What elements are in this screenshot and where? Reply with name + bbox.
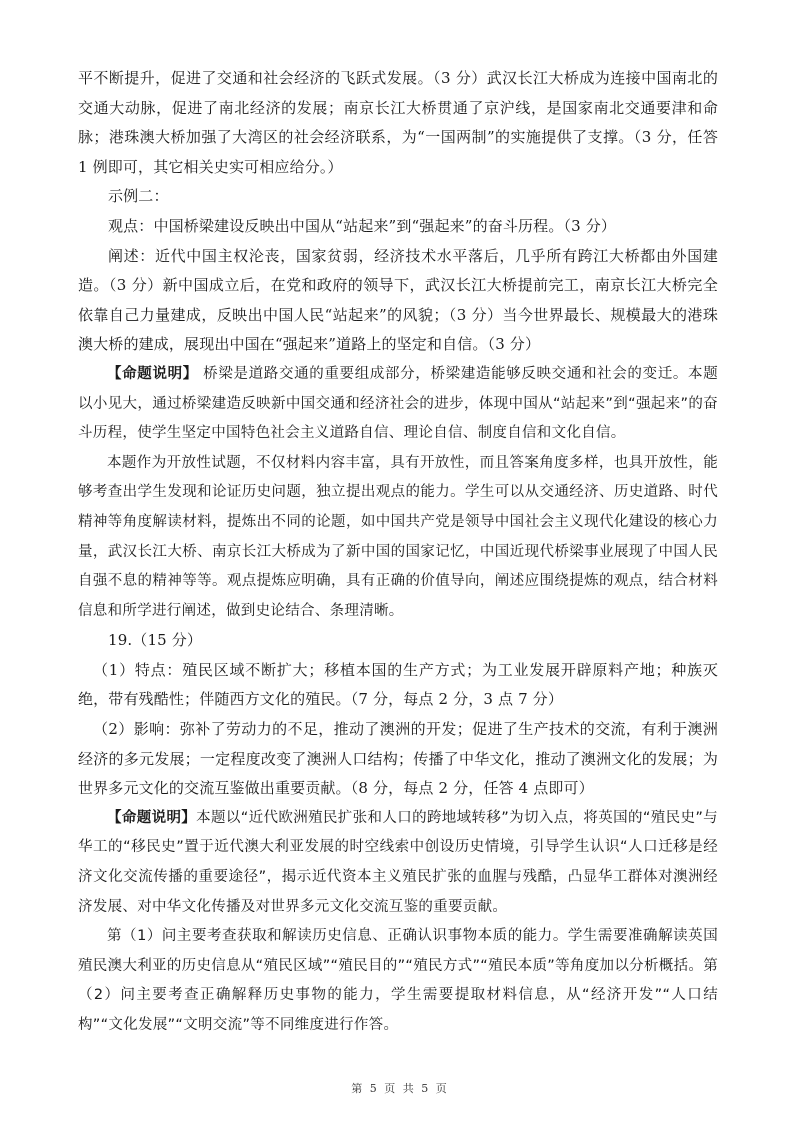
example-two-elaboration: 阐述：近代中国主权沦丧，国家贫弱，经济技术水平落后，几乎所有跨江大桥都由外国建造。（3 分）新中国成立后，在党和政府的领导下，武汉长江大桥提前完工，南京长江大桥完全依靠自己力量建成，反映出中国人民“站起来”的风貌；（3 分）当今世界最长、规模最大的港珠澳大桥的建成，展现出中国在“强起来”道路上的坚定和自信。（3 分） [78, 246, 718, 354]
question-19-part-2: （2）影响：弥补了劳动力的不足，推动了澳洲的开发；促进了生产技术的交流，有利于澳洲经济的多元发展；一定程度改变了澳洲人口结构；传播了中华文化，推动了澳洲文化的发展；为世界多元文化的交流互鉴做出重要贡献。（8 分，每点 2 分，任答 4 点即可） [78, 720, 718, 798]
design-note-text: 本题以“近代欧洲殖民扩张和人口的跨地域转移”为切入点，将英国的“殖民史”与华工的“移民史”置于近代澳大利亚发展的时空线索中创设历史情境，引导学生认识“人口迁移是经济文化交流传播的重要途径”，揭示近代资本主义殖民扩张的血腥与残酷，凸显华工群体对澳洲经济发展、对中华文化传播及对世界多元文化交流互鉴的重要贡献。 [78, 809, 718, 915]
design-note-label: 【命题说明】 [107, 365, 198, 382]
answer-paragraph-continued: 平不断提升，促进了交通和社会经济的飞跃式发展。（3 分）武汉长江大桥成为连接中国南北的交通大动脉，促进了南北经济的发展；南京长江大桥贯通了京沪线，是国家南北交通要津和命脉；港珠澳大桥加强了大湾区的社会经济联系，为“一国两制”的实施提供了支撑。（3 分，任答 1 例即可，其它相关史实可相应给分。） [78, 69, 718, 176]
design-note-1 [78, 360, 718, 449]
design-note-text: 桥梁是道路交通的重要组成部分，桥梁建造能够反映交通和社会的变迁。本题以小见大，通过桥梁建造反映新中国交通和经济社会的进步，体现中国从“站起来”到“强起来”的奋斗历程，使学生坚定中国特色社会主义道路自信、理论自信、制度自信和文化自信。 [78, 365, 718, 442]
design-note-2-paragraph-2: 第（1）问主要考查获取和解读历史信息、正确认识事物本质的能力。学生需要准确解读英国殖民澳大利亚的历史信息从“殖民区域”“殖民目的”“殖民方式”“殖民本质”等角度加以分析概括。第（2）问主要考查正确解释历史事物的能力，学生需要提取材料信息，从“经济开发”“人口结构”“文化发展”“文明交流”等不同维度进行作答。 [78, 928, 718, 1033]
design-note-1-paragraph-2: 本题作为开放性试题，不仅材料内容丰富，具有开放性，而且答案角度多样，也具开放性，能够考查出学生发现和论证历史问题，独立提出观点的能力。学生可以从交通经济、历史道路、时代精神等角度解读材料，提炼出不同的论题，如中国共产党是领导中国社会主义现代化建设的核心力量，武汉长江大桥、南京长江大桥成为了新中国的国家记忆，中国近现代桥梁事业展现了中国人民自强不息的精神等等。观点提炼应明确，具有正确的价值导向，阐述应围绕提炼的观点，结合材料信息和所学进行阐述，做到史论结合、条理清晰。 [78, 454, 718, 619]
design-note-2 [78, 804, 718, 922]
question-19-heading: 19.（15 分） [108, 631, 203, 650]
question-19-part-1: （1）特点：殖民区域不断扩大；移植本国的生产方式；为工业发展开辟原料产地；种族灭绝，带有残酷性；伴随西方文化的殖民。（7 分，每点 2 分，3 点 7 分） [78, 660, 718, 709]
design-note-label: 【命题说明】 [107, 809, 197, 826]
example-two-viewpoint: 观点：中国桥梁建设反映出中国从“站起来”到“强起来”的奋斗历程。（3 分） [108, 216, 617, 235]
example-two-heading: 示例二： [108, 187, 169, 206]
answer-page [78, 64, 718, 1041]
page-footer: 第 5 页 共 5 页 [351, 1082, 449, 1095]
